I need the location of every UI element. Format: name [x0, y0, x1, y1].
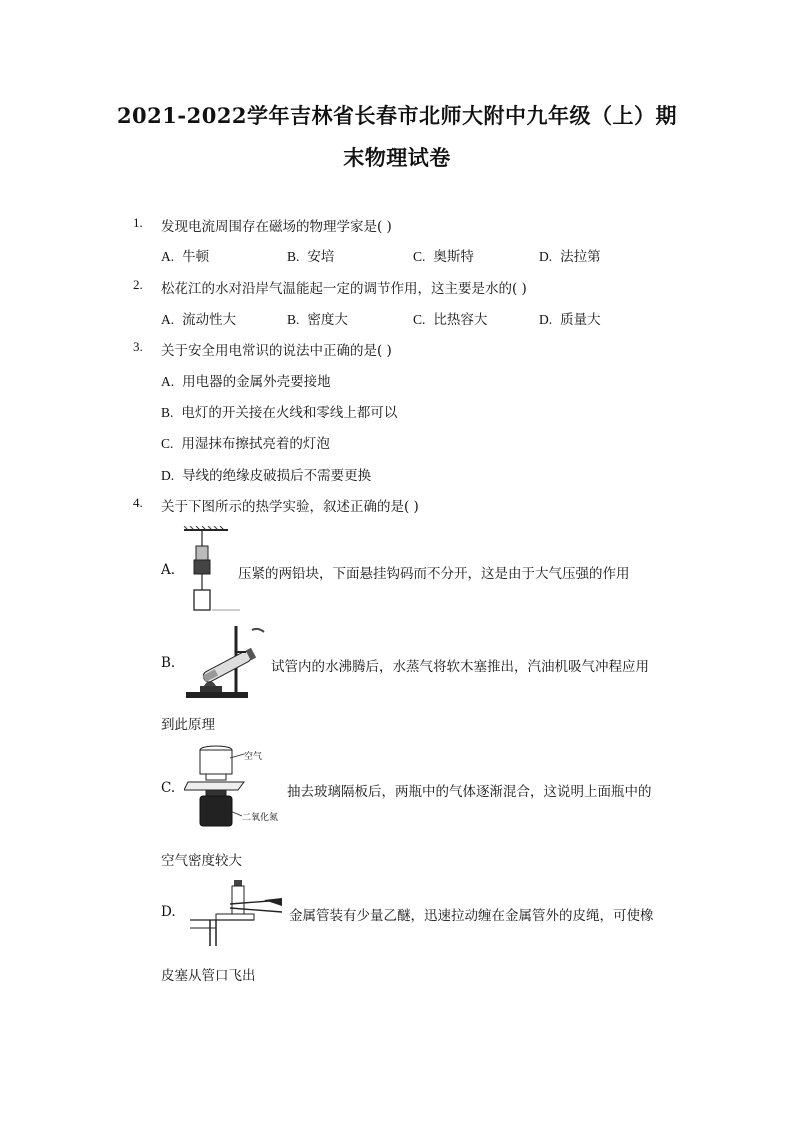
q4-option-c-text-line1: 抽去玻璃隔板后，两瓶中的气体逐渐混合，这说明上面瓶中的	[287, 784, 652, 800]
q1-option-b: B. 安培	[287, 249, 335, 265]
q1-option-c: C. 奥斯特	[413, 249, 474, 265]
q3-option-b: B. 电灯的开关接在火线和零线上都可以	[161, 405, 398, 421]
q3-option-d: D. 导线的绝缘皮破损后不需要更换	[161, 468, 372, 484]
page-title-line1: 2021-2022学年吉林省长春市北师大附中九年级（上）期	[116, 103, 678, 128]
q4-option-b-letter: B.	[161, 655, 176, 671]
q4-option-d-letter: D.	[161, 904, 176, 920]
question-number: 3.	[133, 339, 143, 354]
question-number: 1.	[133, 215, 143, 230]
q4-option-a-text: 压紧的两铅块，下面悬挂钩码而不分开，这是由于大气压强的作用	[238, 566, 630, 582]
no2-label: 二氧化氮	[242, 813, 279, 823]
question-text: 关于下图所示的热学实验，叙述正确的是( )	[161, 499, 419, 515]
q2-option-d: D. 质量大	[539, 312, 601, 328]
q4-option-a-letter: A.	[161, 562, 176, 578]
lead-blocks-figure	[182, 526, 242, 616]
q3-option-c: C. 用湿抹布擦拭亮着的灯泡	[161, 436, 330, 452]
q2-option-a: A. 流动性大	[161, 312, 237, 328]
q2-option-b: B. 密度大	[287, 312, 348, 328]
q4-option-b-text-line2: 到此原理	[161, 717, 215, 733]
question-text: 发现电流周围存在磁场的物理学家是( )	[161, 219, 392, 235]
question-text: 关于安全用电常识的说法中正确的是( )	[161, 343, 392, 359]
page-title-line2: 末物理试卷	[343, 145, 451, 170]
q4-option-c-letter: C.	[161, 780, 176, 796]
metal-tube-ether-figure	[186, 878, 286, 948]
q4-option-d-text-line1: 金属管装有少量乙醚，迅速拉动缠在金属管外的皮绳，可使橡	[289, 908, 654, 924]
q4-option-b-text-line1: 试管内的水沸腾后，水蒸气将软木塞推出，汽油机吸气冲程应用	[271, 659, 649, 675]
air-label: 空气	[244, 752, 263, 762]
test-tube-stand-figure	[182, 622, 268, 702]
q2-option-c: C. 比热容大	[413, 312, 488, 328]
question-number: 4.	[133, 495, 143, 510]
question-text: 松花江的水对沿岸气温能起一定的调节作用，这主要是水的( )	[161, 281, 527, 297]
q1-option-a: A. 牛顿	[161, 249, 210, 265]
q4-option-c-text-line2: 空气密度较大	[161, 853, 242, 869]
question-number: 2.	[133, 277, 143, 292]
q4-option-d-text-line2: 皮塞从管口飞出	[161, 968, 256, 984]
q3-option-a: A. 用电器的金属外壳要接地	[161, 374, 331, 390]
q1-option-d: D. 法拉第	[539, 249, 601, 265]
